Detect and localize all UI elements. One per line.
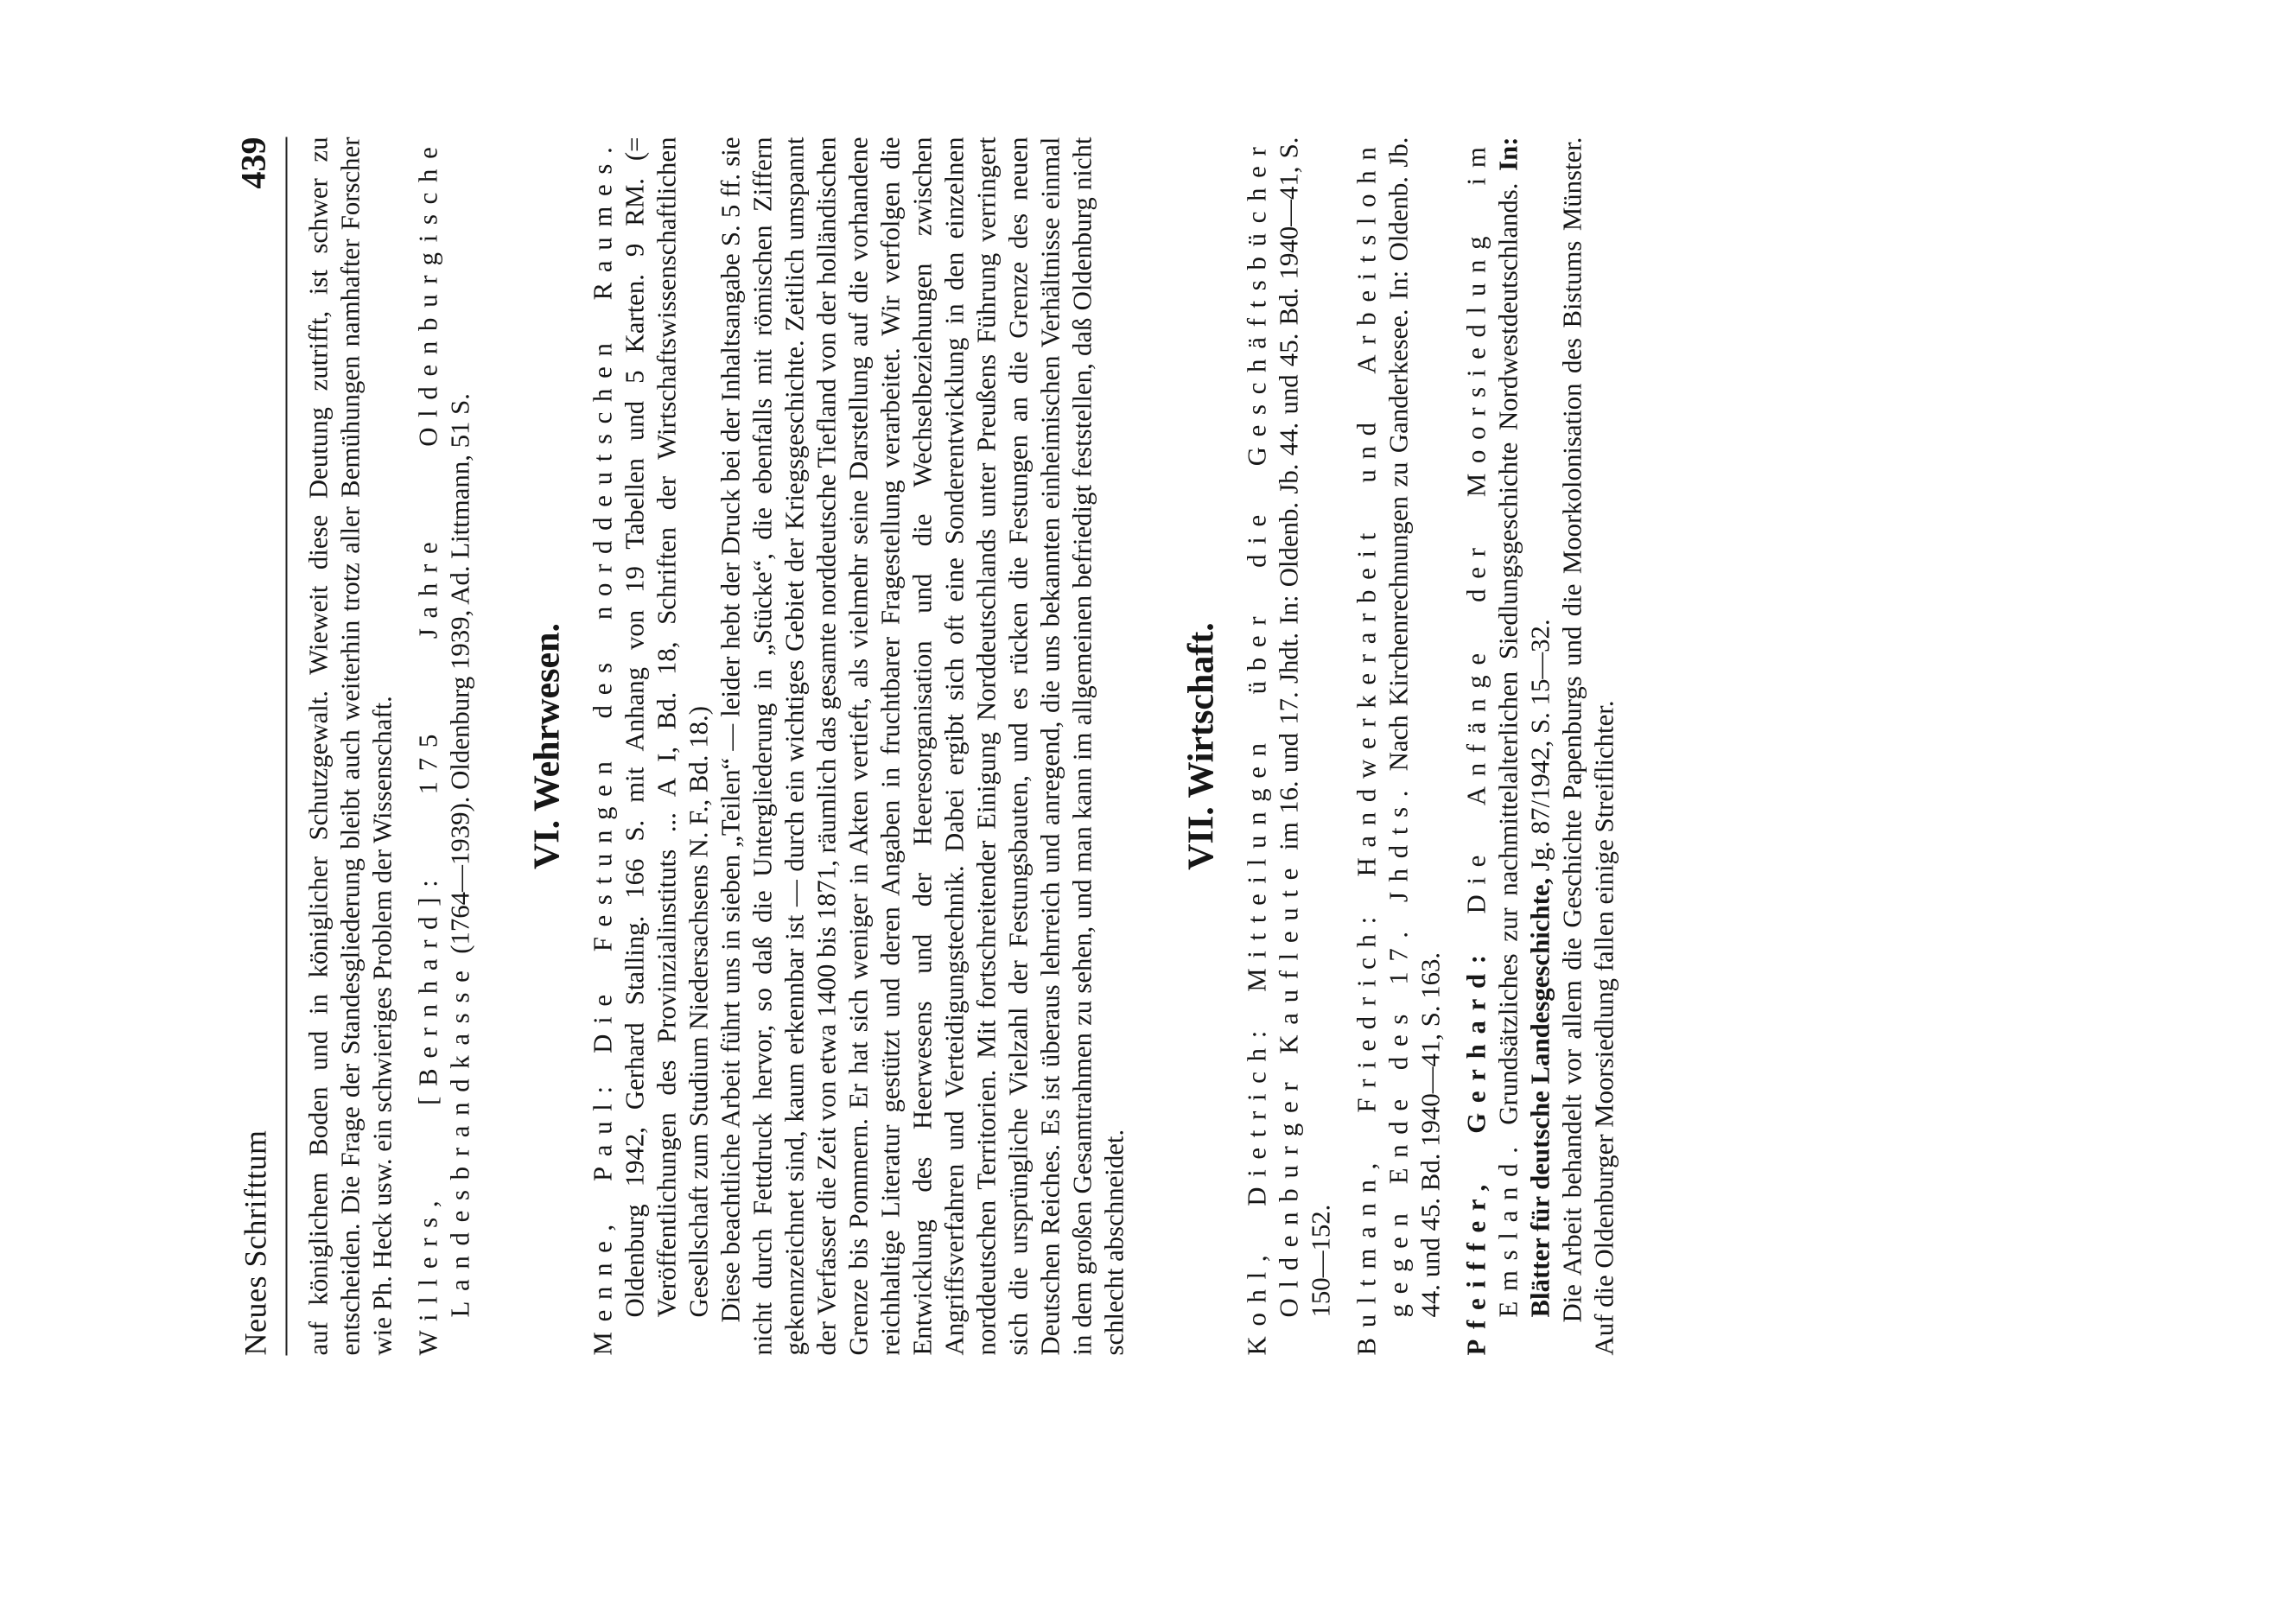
entry-bultmann — [1351, 137, 1447, 1355]
entry-author: Kohl, Dietrich: — [1242, 1020, 1271, 1355]
entry-title: Die Anfänge der Moorsiedlung im Emsland. — [1461, 137, 1523, 1317]
entry-details: Oldenburg 1942, Gerhard Stalling. 166 S. mit Anhang von 19 Tabellen und 5 Karten. 9 RM. (= Veröffentlichungen des Provinzialinstituts ... A I, Bd. 18, Schriften der Wirtschaftswissenschaftlichen Gesellschaft zum Studium Niedersachsens N. F., Bd. 18.) — [620, 137, 713, 1317]
section-heading-wirtschaft: VII. Wirtschaft. — [1181, 621, 1221, 870]
entry-title: Handwerkerarbeit und Arbeitslohn gegen Ende des 17. Jhdts. — [1352, 137, 1413, 1317]
spacer — [1130, 137, 1179, 1355]
running-title: Neues Schrifttum — [238, 1129, 272, 1355]
entry-title: Die Festungen des norddeutschen Raumes. — [588, 137, 617, 1053]
entry-author: Willers, [Bernhard]: — [413, 868, 442, 1355]
spacer — [1447, 137, 1460, 1355]
entry-kohl — [1241, 137, 1337, 1355]
entry-pfeiffer — [1460, 137, 1556, 1355]
spacer — [476, 137, 525, 1355]
entry-title: Mitteilungen über die Geschäftsbücher Oldenburger Kaufleute — [1242, 136, 1303, 1317]
spacer — [1224, 137, 1241, 1355]
entry-menne — [587, 137, 715, 1355]
page-body — [302, 137, 1620, 1355]
intro-paragraph: auf königlichem Boden und in königlicher Schutzgewalt. Wieweit diese Deutung zutrifft, ist schwer zu entscheiden. Die Frage der Standesgliederung bleibt auch weiterhin trotz aller Bemühungen namhafter Forscher wie Ph. Heck usw. ein schwieriges Problem der Wissenschaft. — [303, 137, 397, 1355]
entry-title: 175 Jahre Oldenburgische Landesbrandkasse — [413, 136, 474, 1317]
spacer — [1337, 137, 1351, 1355]
entry-author: Menne, Paul: — [588, 1075, 617, 1355]
entry-details: Nach Kirchenrechnungen zu Ganderkesee. In: Oldenb. Jb. 44. und 45. Bd. 1940—41, S. 163. — [1383, 136, 1445, 1317]
page-number: 439 — [233, 137, 272, 188]
entry-details: (1764—1939). Oldenburg 1939, Ad. Littmann, 51 S. — [445, 392, 474, 960]
spacer — [569, 137, 587, 1355]
entry-details: im 16. und 17. Jhdt. In: Oldenb. Jb. 44. und 45. Bd. 1940—41, S. 150—152. — [1274, 136, 1335, 1317]
review-paragraph-pfeiffer: Die Arbeit behandelt vor allem die Geschichte Papenburgs und die Moorkolonisation des Bistums Münster. Auf die Oldenburger Moorsiedlung fallen einige Streiflichter. — [1557, 137, 1619, 1355]
running-header — [232, 137, 287, 1355]
section-heading-wehrwesen: VI. Wehrwesen. — [527, 622, 567, 869]
entry-subtitle: Grundsätzliches zur nachmittelalterlichen Siedlungsgeschichte Nordwestdeutschlands. — [1493, 170, 1523, 1136]
entry-author: Bultmann, Friedrich: — [1352, 906, 1381, 1355]
spacer — [398, 137, 412, 1355]
entry-author: Pfeiffer, Gerhard: — [1461, 944, 1491, 1355]
entry-details: Jg. 87/1942, S. 15—32. — [1525, 618, 1555, 878]
review-paragraph-menne: Diese beachtliche Arbeit führt uns in sieben „Teilen“ — leider hebt der Druck bei der Inhaltsangabe S. 5 ff. sie nicht durch Fettdruck hervor, so daß die Untergliederung in „Stücke“, die ebenfalls mit römischen Ziffern gekennzeichnet sind, kaum erkennbar ist — durch ein wichtiges Gebiet der Kriegsgeschichte. Zeitlich umspannt der Verfasser die Zeit von etwa 1400 bis 1871, räumlich das gesamte norddeutsche Tiefland von der holländischen Grenze bis Pommern. Er hat sich weniger in Akten vertieft, als vielmehr seine Darstellung auf die vorhandene reichhaltige Literatur gestützt und deren Angaben in fruchtbarer Fragestellung verarbeitet. Wir verfolgen die Entwicklung des Heerwesens und der Heeresorganisation und die Wechselbeziehungen zwischen Angriffsverfahren und Verteidigungstechnik. Dabei ergibt sich oft eine Sonderentwicklung in den einzelnen norddeutschen Territorien. Mit fortschreitender Einigung Norddeutschlands unter Preußens Führung verringert sich die ursprüngliche Vielzahl der Festungsbauten, und es rücken die Festungen an die Grenze des neuen Deutschen Reiches. Es ist überaus lehrreich und anregend, die uns bekannten einheimischen Verhältnisse einmal in dem großen Gesamtrahmen zu sehen, und man kann im allgemeinen befriedigt feststellen, daß Oldenburg nicht schlecht abschneidet. — [716, 137, 1129, 1355]
entry-willers — [412, 137, 476, 1355]
entry-journal: In: Blätter für deutsche Landesgeschichte, — [1493, 137, 1555, 1317]
